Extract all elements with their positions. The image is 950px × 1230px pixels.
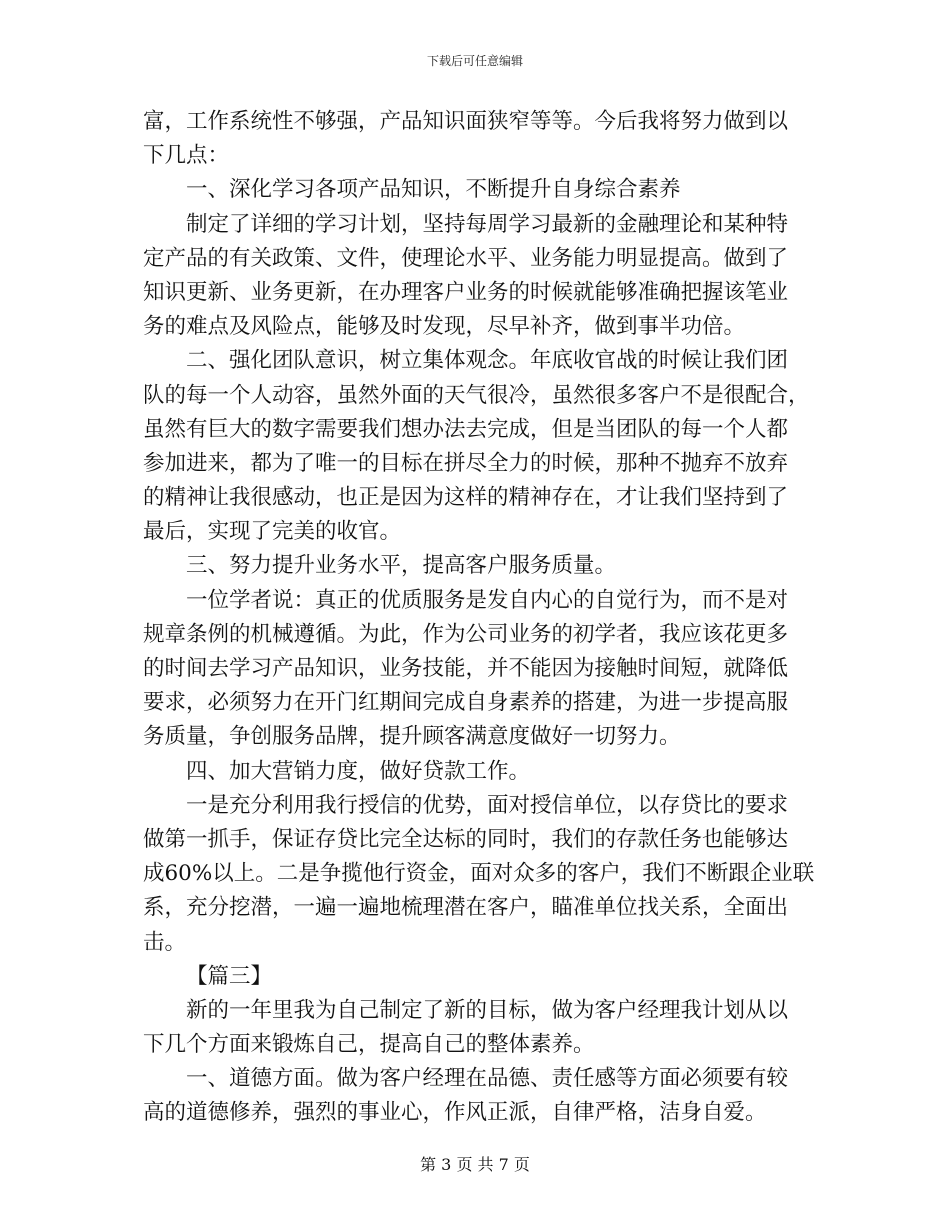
text-line: 一、深化学习各项产品知识，不断提升自身综合素养 <box>186 177 681 203</box>
text-line: 成60%以上。二是争揽他行资金，面对众多的客户，我们不断跟企业联 <box>143 861 815 887</box>
text-line: 队的每一个人动容，虽然外面的天气很冷，虽然很多客户不是很配合， <box>143 382 810 408</box>
text-line: 务质量，争创服务品牌，提升顾客满意度做好一切努力。 <box>143 724 681 750</box>
text-line: 参加进来，都为了唯一的目标在拼尽全力的时候，那种不抛弃不放弃 <box>143 450 789 476</box>
text-line: 制定了详细的学习计划，坚持每周学习最新的金融理论和某种特 <box>186 211 789 237</box>
text-line: 最后，实现了完美的收官。 <box>143 519 402 545</box>
text-line: 务的难点及风险点，能够及时发现，尽早补齐，做到事半功倍。 <box>143 314 746 340</box>
text-line: 下几个方面来锻炼自己，提高自己的整体素养。 <box>143 1032 595 1058</box>
text-line: 一是充分利用我行授信的优势，面对授信单位，以存贷比的要求 <box>186 792 789 818</box>
text-line: 做第一抓手，保证存贷比完全达标的同时，我们的存款任务也能够达 <box>143 826 789 852</box>
text-line: 一位学者说：真正的优质服务是发自内心的自觉行为，而不是对 <box>186 587 789 613</box>
text-line: 新的一年里我为自己制定了新的目标，做为客户经理我计划从以 <box>186 997 789 1023</box>
text-line: 要求，必须努力在开门红期间完成自身素养的搭建，为进一步提高服 <box>143 690 789 716</box>
text-line: 知识更新、业务更新，在办理客户业务的时候就能够准确把握该笔业 <box>143 279 789 305</box>
text-line: 高的道德修养，强烈的事业心，作风正派，自律严格，洁身自爱。 <box>143 1100 767 1126</box>
text-line: 系，充分挖潜，一遍一遍地梳理潜在客户，瞄准单位找关系，全面出 <box>143 895 789 921</box>
text-line: 四、加大营销力度，做好贷款工作。 <box>186 758 531 784</box>
text-line: 一、道德方面。做为客户经理在品德、责任感等方面必须要有较 <box>186 1066 789 1092</box>
text-line: 击。 <box>143 929 187 955</box>
page-footer: 第 3 页 共 7 页 <box>420 1155 530 1174</box>
text-line: 虽然有巨大的数字需要我们想办法去完成，但是当团队的每一个人都 <box>143 416 789 442</box>
text-line: 定产品的有关政策、文件，使理论水平、业务能力明显提高。做到了 <box>143 245 789 271</box>
text-line: 富，工作系统性不够强，产品知识面狭窄等等。今后我将努力做到以 <box>143 109 789 134</box>
document-body <box>143 105 815 1131</box>
text-line: 的精神让我很感动，也正是因为这样的精神存在，才让我们坚持到了 <box>143 485 789 511</box>
page-header: 下载后可任意编辑 <box>426 54 523 68</box>
text-line: 三、努力提升业务水平，提高客户服务质量。 <box>186 553 617 579</box>
text-line: 【篇三】 <box>186 963 273 989</box>
text-line: 下几点： <box>143 143 230 169</box>
text-line: 规章条例的机械遵循。为此，作为公司业务的初学者，我应该花更多 <box>143 621 789 647</box>
text-line: 二、强化团队意识，树立集体观念。年底收官战的时候让我们团 <box>186 348 789 374</box>
text-line: 的时间去学习产品知识，业务技能，并不能因为接触时间短，就降低 <box>143 656 789 681</box>
